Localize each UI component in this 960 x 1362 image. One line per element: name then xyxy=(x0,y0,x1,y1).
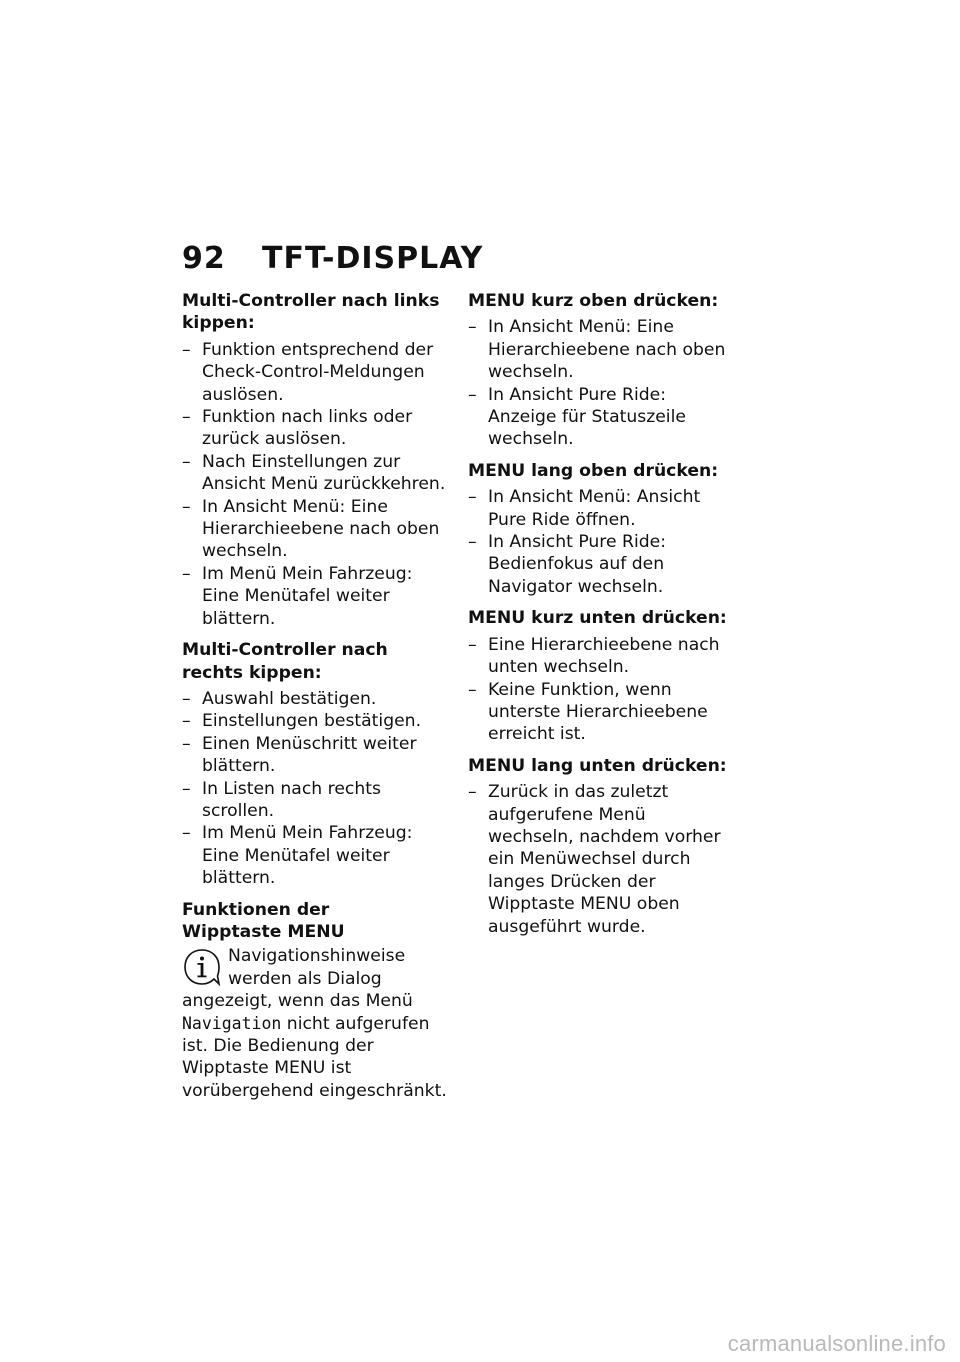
section-title: TFT-DISPLAY xyxy=(262,241,484,276)
list-item: – Im Menü Mein Fahrzeug: Eine Menütafel weiter blättern. xyxy=(182,563,450,630)
list-item: – Im Menü Mein Fahrzeug: Eine Menütafel weiter blättern. xyxy=(182,822,450,889)
info-note xyxy=(182,945,450,1102)
list-item: – Zurück in das zuletzt aufgerufene Menü wechseln, nachdem vorher ein Menüwechsel durch langes Drücken der Wipptaste MENU oben ausgeführt wurde. xyxy=(468,781,736,938)
note-text-end: nicht aufgerufen ist. Die Bedienung der Wipptaste MENU ist vorübergehend eingeschränkt. xyxy=(182,1013,447,1101)
list-item: – Funktion entsprechend der Check-Control-Meldungen auslösen. xyxy=(182,339,450,406)
list-item: – In Ansicht Pure Ride: Anzeige für Statuszeile wechseln. xyxy=(468,384,736,451)
heading-line-2: Wipptaste MENU xyxy=(182,921,345,942)
menu-code-label: Navigation xyxy=(182,1013,282,1033)
list-item: – In Ansicht Pure Ride: Bedienfokus auf den Navigator wechseln. xyxy=(468,531,736,598)
section-heading xyxy=(182,899,450,944)
list-item: – Einen Menüschritt weiter blättern. xyxy=(182,733,450,778)
list-item: – Keine Funktion, wenn unterste Hierarchieebene erreicht ist. xyxy=(468,679,736,746)
section-menu-long-down xyxy=(468,755,736,938)
section-heading: MENU lang unten drücken: xyxy=(468,755,727,776)
list-item: – Funktion nach links oder zurück auslösen. xyxy=(182,406,450,451)
note-text: Navigationshinweise werden als Dialog angezeigt, wenn das Menü xyxy=(182,946,413,1012)
bullet-list xyxy=(468,316,736,450)
bullet-list xyxy=(182,339,450,630)
left-column xyxy=(182,290,450,1111)
bullet-list xyxy=(468,781,736,938)
heading-line-1: Funktionen der xyxy=(182,899,330,920)
info-icon xyxy=(182,947,222,987)
section-heading: Multi-Controller nach rechts kippen: xyxy=(182,640,388,683)
list-item: – Einstellungen bestätigen. xyxy=(182,710,450,732)
bullet-list xyxy=(182,688,450,890)
list-item: – Eine Hierarchieebene nach unten wechseln. xyxy=(468,634,736,679)
section-wipptaste xyxy=(182,899,450,1103)
section-heading: MENU kurz unten drücken: xyxy=(468,608,727,629)
list-item: – In Ansicht Menü: Eine Hierarchieebene nach oben wechseln. xyxy=(182,496,450,563)
list-item: – In Ansicht Menü: Eine Hierarchieebene nach oben wechseln. xyxy=(468,316,736,383)
section-menu-short-down xyxy=(468,607,736,745)
page-header xyxy=(182,241,483,281)
bullet-list xyxy=(468,486,736,598)
section-controller-left xyxy=(182,290,450,630)
list-item: – In Listen nach rechts scrollen. xyxy=(182,778,450,823)
list-item: – Nach Einstellungen zur Ansicht Menü zurückkehren. xyxy=(182,451,450,496)
watermark: carmanualsonline.info xyxy=(727,1331,946,1356)
list-item: – In Ansicht Menü: Ansicht Pure Ride öffnen. xyxy=(468,486,736,531)
section-heading: Multi-Controller nach links kippen: xyxy=(182,291,440,334)
section-heading: MENU lang oben drücken: xyxy=(468,460,719,481)
bullet-list xyxy=(468,634,736,746)
section-heading: MENU kurz oben drücken: xyxy=(468,291,719,311)
right-column xyxy=(468,290,736,947)
section-menu-long-up xyxy=(468,460,736,598)
page-number: 92 xyxy=(182,241,226,276)
section-controller-right xyxy=(182,639,450,889)
section-menu-short-up xyxy=(468,290,736,451)
list-item: – Auswahl bestätigen. xyxy=(182,688,450,710)
